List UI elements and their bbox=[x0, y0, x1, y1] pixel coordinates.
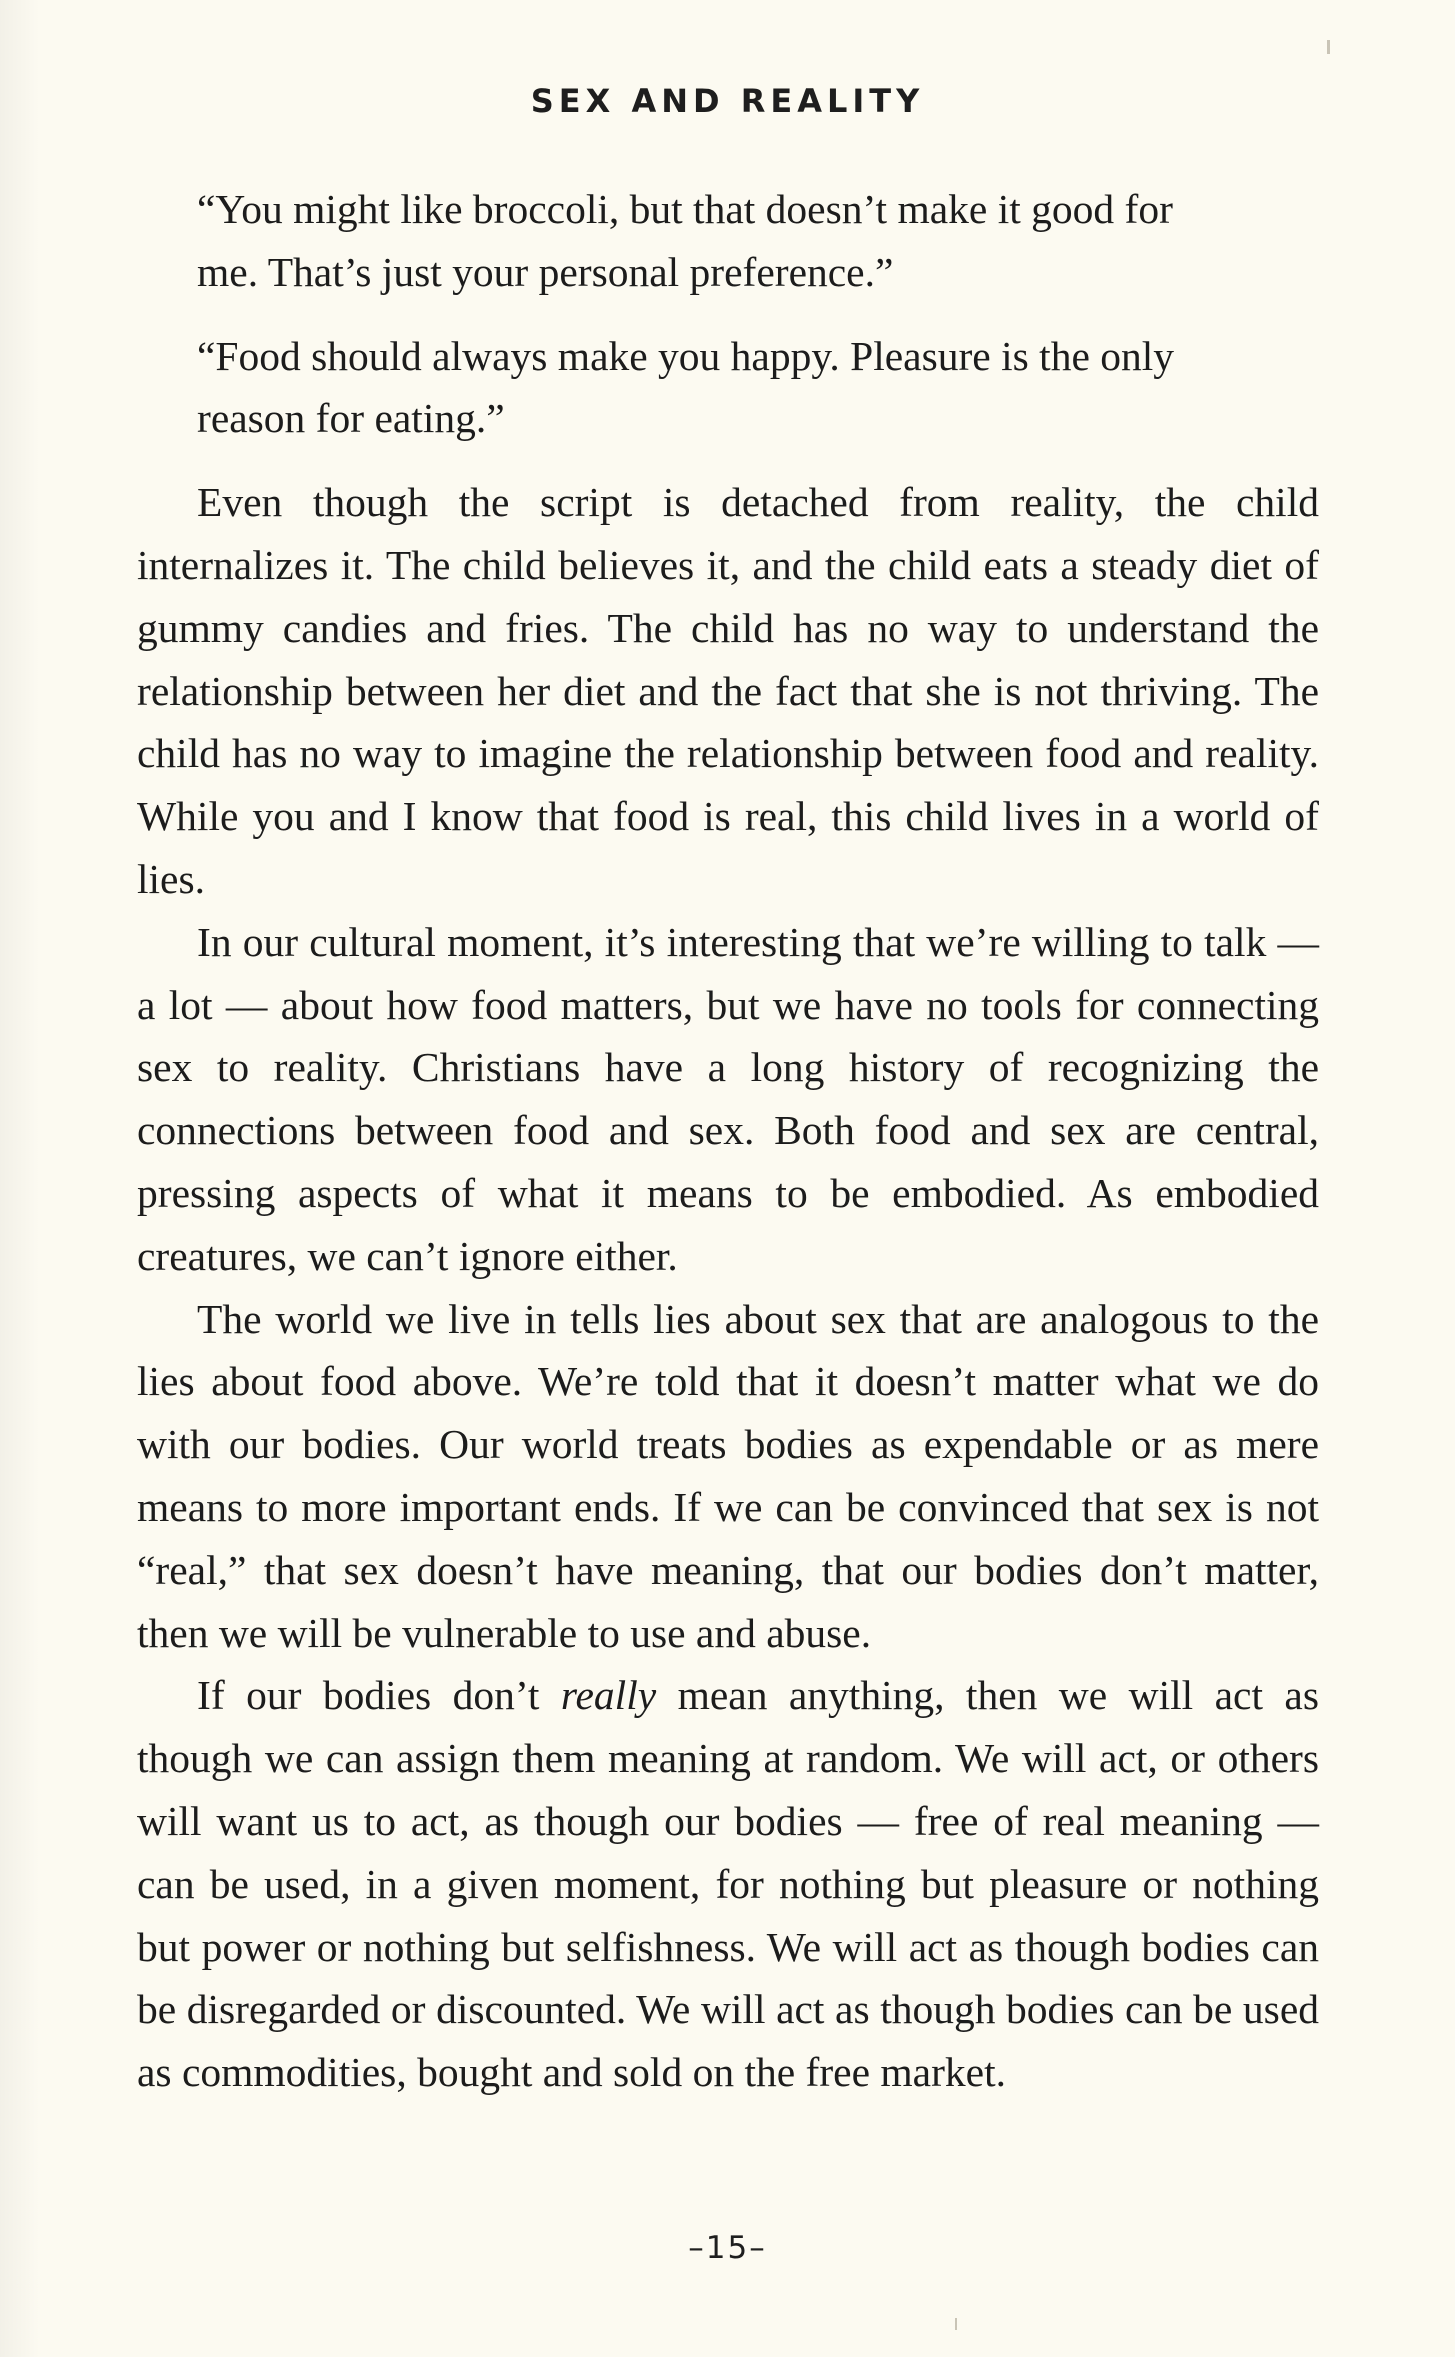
emphasis-really: really bbox=[560, 1672, 657, 1719]
paragraph-cultural-moment: In our cultural moment, it’s interesting that we’re willing to talk — a lot — about how food matters, but we have no tools for connecting sex to reality. Christians have a long history of recognizing the connections between food and sex. Both food and sex are central, pressing aspects of what it means to be embodied. As embodied creatures, we can’t ignore either. bbox=[137, 918, 1319, 1279]
page-number: –15– bbox=[688, 2230, 767, 2266]
quote-broccoli: “You might like broccoli, but that doesn’t make it good for me. That’s just your personal preference.” bbox=[197, 186, 1173, 295]
paragraph-lies-about-sex: The world we live in tells lies about sex that are analogous to the lies about food above. We’re told that it doesn’t matter what we do with our bodies. Our world treats bodies as expendable or as mere means to more important ends. If we can be convinced that sex is not “real,” that sex doesn’t have meaning, that our bodies don’t matter, then we will be vulnerable to use and abuse. bbox=[137, 1295, 1319, 1656]
scan-speck bbox=[1327, 40, 1330, 54]
paragraph-bodies-meaning bbox=[137, 1664, 1319, 2104]
paragraph-bodies-meaning-start: If our bodies don’t bbox=[197, 1672, 561, 1719]
paragraph-bodies-meaning-rest: mean anything, then we will act as though we can assign them meaning at random. We will act, or others will want us to act, as though our bodies — free of real meaning — can be used, in a given moment, for nothing but pleasure or nothing but power or nothing but selfishness. We will act as though bodies can be disregarded or discounted. We will act as though bodies can be used as commodities, bought and sold on the free market. bbox=[137, 1672, 1319, 2096]
quote-food-happy: “Food should always make you happy. Pleasure is the only reason for eating.” bbox=[197, 332, 1175, 442]
scan-speck bbox=[955, 2318, 957, 2330]
paragraph-child-script: Even though the script is detached from reality, the child internalizes it. The child believes it, and the child eats a steady diet of gummy candies and fries. The child has no way to understand the relationship between her diet and the fact that she is not thriving. The child has no way to imagine the relationship between food and reality. While you and I know that food is real, this child lives in a world of lies. bbox=[137, 479, 1319, 902]
body-text bbox=[137, 178, 1319, 2104]
running-head: SEX AND REALITY bbox=[530, 82, 925, 120]
